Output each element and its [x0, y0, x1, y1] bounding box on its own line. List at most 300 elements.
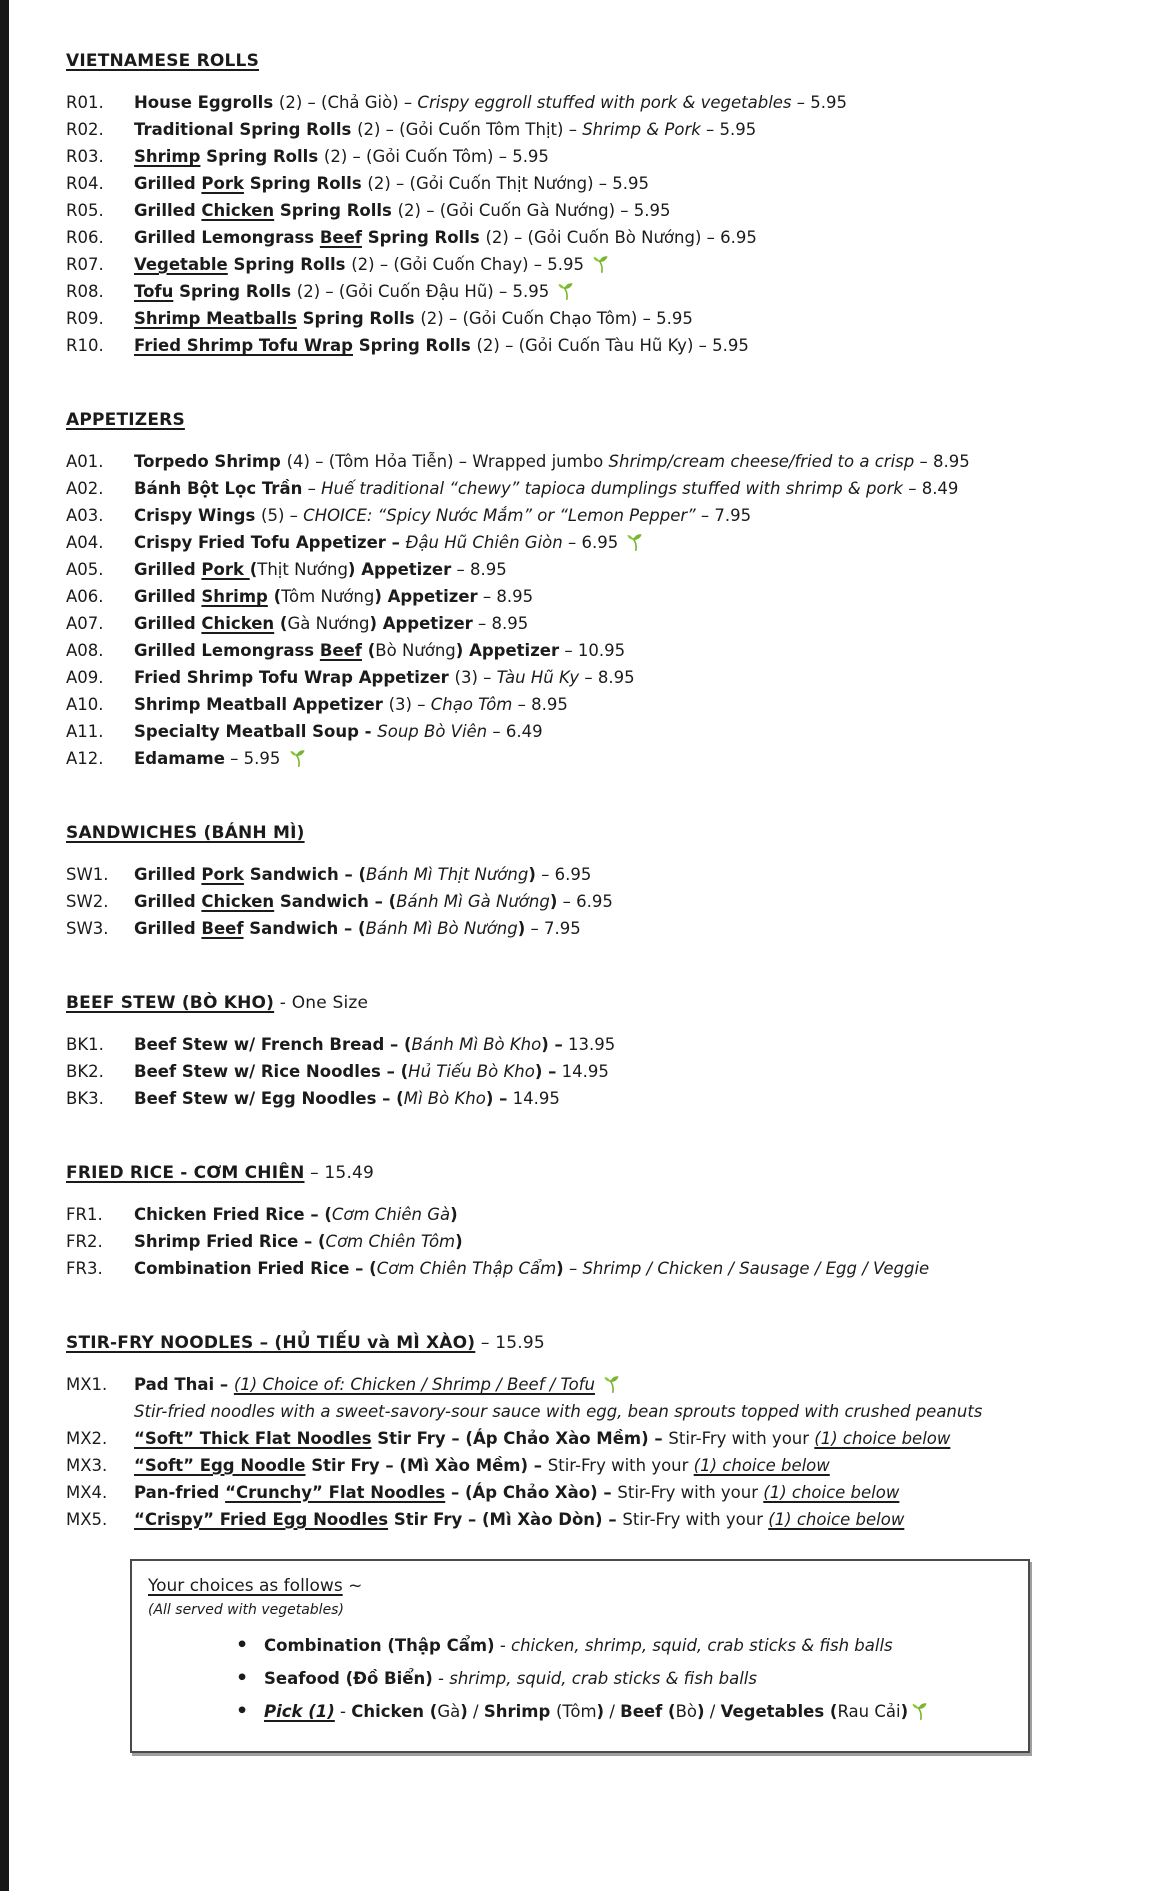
- text-run: (5) –: [261, 506, 304, 525]
- text-run: -: [334, 1702, 352, 1721]
- text-run: Spring Rolls: [353, 336, 477, 355]
- text-run: Bánh Bột Lọc Trần: [134, 479, 303, 498]
- item-code: MX2.: [66, 1429, 108, 1448]
- text-run: 14.95: [556, 1062, 609, 1081]
- item-text: [134, 1085, 1132, 1112]
- text-run: “Soft” Egg Noodle: [134, 1456, 306, 1475]
- text-run: /: [467, 1702, 484, 1721]
- menu-item: [66, 448, 1132, 475]
- item-text: [134, 529, 1132, 556]
- item-code: A03.: [66, 506, 104, 525]
- item-text: [134, 637, 1132, 664]
- text-run: (2) – (Gỏi Cuốn Tôm Thịt) –: [357, 120, 583, 139]
- menu-item: [66, 251, 1132, 278]
- text-run: (Tôm: [556, 1702, 597, 1721]
- text-run: STIR-FRY NOODLES – (HỦ TIẾU và MÌ XÀO): [66, 1333, 476, 1353]
- text-run: ~: [342, 1576, 363, 1596]
- menu-item: [66, 502, 1132, 529]
- text-run: /: [604, 1702, 621, 1721]
- text-run: SANDWICHES (BÁNH MÌ): [66, 823, 305, 843]
- menu-item: [66, 915, 1132, 942]
- text-run: APPETIZERS: [66, 410, 185, 430]
- text-run: “Soft” Thick Flat Noodles: [134, 1429, 372, 1448]
- item-code: R04.: [66, 174, 104, 193]
- item-text: [134, 251, 1132, 278]
- text-run: (2) – (Gỏi Cuốn Chạo Tôm) – 5.95: [420, 309, 693, 328]
- menu-item: [66, 1201, 1132, 1228]
- text-run: Tàu Hũ Ky: [496, 668, 580, 687]
- text-run: 14.95: [507, 1089, 560, 1108]
- text-run: Shrimp Meatballs: [134, 309, 297, 328]
- text-run: Sandwich – (: [274, 892, 397, 911]
- text-run: /: [704, 1702, 721, 1721]
- menu-item: [66, 224, 1132, 251]
- text-run: Pick (1): [264, 1702, 335, 1721]
- text-run: Crispy Fried Tofu Appetizer –: [134, 533, 406, 552]
- item-text: [134, 1479, 1132, 1506]
- text-run: -: [494, 1636, 512, 1655]
- menu-item: [66, 691, 1132, 718]
- text-run: “Crunchy” Flat Noodles: [225, 1483, 446, 1502]
- text-run: Crispy Wings: [134, 506, 262, 525]
- text-run: ): [455, 1232, 463, 1251]
- section-heading: [66, 48, 1132, 75]
- item-code: SW1.: [66, 865, 109, 884]
- item-code: [66, 1398, 134, 1425]
- text-run: Grilled: [134, 919, 202, 938]
- text-run: – 5.95: [700, 120, 757, 139]
- text-run: Pork: [201, 865, 244, 884]
- item-code: R03.: [66, 147, 104, 166]
- menu-item: [66, 278, 1132, 305]
- text-run: ) –: [541, 1035, 563, 1054]
- text-run: – 8.95: [914, 452, 970, 471]
- text-run: Beef: [201, 919, 244, 938]
- text-run: – 8.95: [579, 668, 635, 687]
- choice-item: [148, 1665, 1010, 1692]
- text-run: Sandwich – (: [243, 865, 366, 884]
- menu-item: [66, 89, 1132, 116]
- text-run: Shrimp & Pork: [582, 120, 701, 139]
- item-code: FR3.: [66, 1259, 103, 1278]
- text-run: Spring Rolls: [243, 174, 368, 193]
- menu-section-fried-rice: [66, 1160, 1132, 1282]
- text-run: (2) – (Gỏi Cuốn Tàu Hũ Ky) – 5.95: [476, 336, 749, 355]
- menu-item: [66, 1479, 1132, 1506]
- text-run: Hủ Tiếu Bò Kho: [408, 1062, 535, 1081]
- text-run: ): [460, 1702, 468, 1721]
- item-text: [134, 1031, 1132, 1058]
- text-run: Pork: [201, 174, 244, 193]
- text-run: – 10.95: [559, 641, 626, 660]
- section-heading: [66, 990, 1132, 1017]
- menu-item: [66, 170, 1132, 197]
- text-run: – 7.95: [695, 506, 752, 525]
- item-code: A05.: [66, 560, 104, 579]
- text-run: Pad Thai –: [134, 1375, 234, 1394]
- text-run: Shrimp: [483, 1702, 556, 1721]
- text-run: - One Size: [274, 993, 369, 1013]
- menu-item: [66, 1031, 1132, 1058]
- text-run: Cơm Chiên Tôm: [325, 1232, 456, 1251]
- text-run: (1) Choice of: Chicken / Shrimp / Beef / Tofu: [233, 1375, 595, 1394]
- text-run: (1) choice below: [763, 1483, 900, 1502]
- item-code: R07.: [66, 255, 104, 274]
- text-run: Stir-Fry with your: [668, 1429, 815, 1448]
- text-run: Grilled: [134, 614, 202, 633]
- item-code: FR1.: [66, 1205, 103, 1224]
- text-run: Shrimp/cream cheese/fried to a crisp: [608, 452, 915, 471]
- text-run: Rau Cải: [837, 1702, 901, 1721]
- vegetarian-sprout-icon: [912, 1701, 931, 1718]
- text-run: ): [900, 1702, 909, 1721]
- text-run: ) Appetizer: [455, 641, 560, 660]
- text-run: Tofu: [134, 282, 174, 301]
- text-run: (: [361, 641, 376, 660]
- menu-item: [66, 888, 1132, 915]
- text-run: (1) choice below: [693, 1456, 830, 1475]
- text-run: (2) – (Gỏi Cuốn Gà Nướng) – 5.95: [397, 201, 671, 220]
- text-run: Stir Fry – (Áp Chảo Xào Mềm) –: [371, 1429, 669, 1448]
- menu-item: [66, 1506, 1132, 1533]
- item-text: [134, 332, 1132, 359]
- menu-item: [66, 861, 1132, 888]
- text-run: ): [556, 1259, 564, 1278]
- text-run: –: [563, 1259, 583, 1278]
- vegetarian-sprout-icon: [593, 254, 612, 271]
- item-code: A07.: [66, 614, 104, 633]
- text-run: ): [596, 1702, 605, 1721]
- text-run: Seafood (Đồ Biển): [264, 1669, 433, 1688]
- text-run: Bò Nướng: [375, 641, 456, 660]
- text-run: Tôm Nướng: [281, 587, 375, 606]
- item-text: [134, 116, 1132, 143]
- item-code: A10.: [66, 695, 104, 714]
- menu-item: [66, 1058, 1132, 1085]
- item-code: BK3.: [66, 1089, 104, 1108]
- text-run: – 8.95: [472, 614, 529, 633]
- text-run: ) –: [485, 1089, 508, 1108]
- item-code: MX1.: [66, 1375, 108, 1394]
- text-run: Stir-fried noodles with a sweet-savory-sour sauce with egg, bean sprouts topped with crushed peanuts: [134, 1402, 983, 1421]
- text-run: – (Áp Chảo Xào) –: [445, 1483, 618, 1502]
- text-run: (1) choice below: [814, 1429, 951, 1448]
- text-run: – 15.95: [475, 1333, 545, 1353]
- text-run: (2) – (Gỏi Cuốn Chay) – 5.95: [351, 255, 590, 274]
- item-text: [134, 718, 1132, 745]
- text-run: Beef: [319, 641, 362, 660]
- item-text: [134, 1425, 1132, 1452]
- menu-item: [66, 475, 1132, 502]
- item-text: [134, 583, 1132, 610]
- text-run: Stir Fry – (Mì Xào Mềm) –: [305, 1456, 548, 1475]
- text-run: (1) choice below: [768, 1510, 905, 1529]
- section-heading: [66, 1330, 1132, 1357]
- text-run: ) Appetizer: [369, 614, 473, 633]
- item-text: [134, 915, 1132, 942]
- text-run: ): [450, 1205, 458, 1224]
- text-run: Spring Rolls: [227, 255, 352, 274]
- item-code: R10.: [66, 336, 104, 355]
- text-run: -: [432, 1669, 450, 1688]
- item-code: R05.: [66, 201, 104, 220]
- text-run: – 8.49: [902, 479, 959, 498]
- text-run: (: [274, 614, 288, 633]
- item-code: R02.: [66, 120, 104, 139]
- text-run: Chicken: [201, 892, 275, 911]
- item-text: [134, 556, 1132, 583]
- vegetarian-sprout-icon: [290, 748, 309, 765]
- menu-item: [66, 1398, 1132, 1425]
- text-run: shrimp, squid, crab sticks & fish balls: [449, 1669, 757, 1688]
- text-run: Bánh Mì Thịt Nướng: [365, 865, 529, 884]
- text-run: Pan-fried: [134, 1483, 226, 1502]
- text-run: Crispy eggroll stuffed with pork & vegetables: [417, 93, 792, 112]
- item-code: MX4.: [66, 1483, 108, 1502]
- text-run: Grilled: [134, 201, 202, 220]
- item-text: [134, 1058, 1132, 1085]
- section-heading: [66, 820, 1132, 847]
- text-run: 13.95: [562, 1035, 616, 1054]
- text-run: Cơm Chiên Gà: [331, 1205, 451, 1224]
- item-code: A01.: [66, 452, 104, 471]
- text-run: Shrimp / Chicken / Sausage / Egg / Veggie: [582, 1259, 930, 1278]
- text-run: Gà Nướng: [287, 614, 370, 633]
- text-run: Fried Shrimp Tofu Wrap: [134, 336, 353, 355]
- menu-section-vietnamese-rolls: [66, 48, 1132, 359]
- menu-item: [66, 745, 1132, 772]
- item-text: [134, 1371, 1132, 1398]
- text-run: Shrimp Meatball Appetizer: [134, 695, 389, 714]
- text-run: – 6.95: [562, 533, 624, 552]
- text-run: Spring Rolls: [296, 309, 421, 328]
- text-run: FRIED RICE - CƠM CHIÊN: [66, 1163, 305, 1183]
- text-run: Vegetables (: [720, 1702, 838, 1721]
- text-run: Bò: [675, 1702, 697, 1721]
- text-run: Beef Stew w/ French Bread – (: [134, 1035, 412, 1054]
- text-run: – 6.49: [487, 722, 543, 741]
- menu-section-stir-fry-noodles: [66, 1330, 1132, 1533]
- item-code: MX5.: [66, 1510, 108, 1529]
- text-run: Chicken: [201, 614, 275, 633]
- text-run: Combination Fried Rice – (: [134, 1259, 377, 1278]
- item-text: [134, 448, 1132, 475]
- text-run: – 6.95: [557, 892, 613, 911]
- text-run: Torpedo Shrimp: [134, 452, 287, 471]
- text-run: Chạo Tôm: [430, 695, 513, 714]
- item-text: [134, 1228, 1132, 1255]
- menu-item: [66, 1255, 1132, 1282]
- text-run: ) Appetizer: [347, 560, 452, 579]
- item-text: [134, 170, 1132, 197]
- vegetarian-sprout-icon: [627, 532, 646, 549]
- item-code: R01.: [66, 93, 104, 112]
- text-run: Gà: [437, 1702, 461, 1721]
- text-run: (4) – (Tôm Hỏa Tiễn) – Wrapped jumbo: [286, 452, 609, 471]
- choices-box: [130, 1559, 1030, 1753]
- text-run: Beef Stew w/ Egg Noodles – (: [134, 1089, 404, 1108]
- item-text: [134, 89, 1132, 116]
- text-run: ) –: [534, 1062, 557, 1081]
- item-code: BK1.: [66, 1035, 104, 1054]
- menu-item: [66, 1371, 1132, 1398]
- text-run: Specialty Meatball Soup -: [134, 722, 378, 741]
- item-text: [134, 610, 1132, 637]
- menu-item: [66, 1085, 1132, 1112]
- text-run: House Eggrolls: [134, 93, 279, 112]
- menu-item: [66, 529, 1132, 556]
- menu-item: [66, 637, 1132, 664]
- menu-item: [66, 556, 1132, 583]
- text-run: Chicken: [201, 201, 275, 220]
- section-heading: [66, 1160, 1132, 1187]
- text-run: Soup Bò Viên: [377, 722, 488, 741]
- text-run: – 7.95: [525, 919, 581, 938]
- item-code: A09.: [66, 668, 104, 687]
- text-run: Huế traditional “chewy” tapioca dumplings stuffed with shrimp & pork: [321, 479, 903, 498]
- vegetarian-sprout-icon: [558, 281, 577, 298]
- item-text: [134, 197, 1132, 224]
- item-text: [134, 691, 1132, 718]
- text-run: (2) – (Gỏi Cuốn Tôm) – 5.95: [323, 147, 549, 166]
- item-code: A04.: [66, 533, 104, 552]
- text-run: Mì Bò Kho: [403, 1089, 486, 1108]
- text-run: Combination (Thập Cẩm): [264, 1636, 495, 1655]
- item-text: [134, 224, 1132, 251]
- menu-item: [66, 1452, 1132, 1479]
- text-run: Pork: [201, 560, 250, 579]
- text-run: (2) – (Gỏi Cuốn Bò Nướng) – 6.95: [485, 228, 757, 247]
- text-run: Grilled Lemongrass: [134, 228, 320, 247]
- text-run: – 5.95: [224, 749, 286, 768]
- text-run: – 8.95: [451, 560, 507, 579]
- text-run: Vegetable: [134, 255, 228, 274]
- text-run: Chicken (: [351, 1702, 438, 1721]
- text-run: ): [696, 1702, 705, 1721]
- text-run: Beef Stew w/ Rice Noodles – (: [134, 1062, 409, 1081]
- choices-box-subtitle: [148, 1600, 1010, 1620]
- text-run: chicken, shrimp, squid, crab sticks & fish balls: [511, 1636, 893, 1655]
- text-run: (2) – (Gỏi Cuốn Thịt Nướng) – 5.95: [367, 174, 650, 193]
- left-edge-bar: [0, 0, 9, 1891]
- text-run: Spring Rolls: [200, 147, 324, 166]
- item-text: [134, 745, 1132, 772]
- text-run: (: [267, 587, 282, 606]
- choice-item: [148, 1698, 1010, 1725]
- choice-item: [148, 1632, 1010, 1659]
- item-text: [134, 1452, 1132, 1479]
- item-code: R06.: [66, 228, 104, 247]
- menu-item: [66, 143, 1132, 170]
- text-run: Edamame: [134, 749, 225, 768]
- text-run: Grilled Lemongrass: [134, 641, 320, 660]
- item-code: A06.: [66, 587, 104, 606]
- menu-item: [66, 664, 1132, 691]
- menu-sections: [66, 48, 1132, 1533]
- text-run: Stir-Fry with your: [547, 1456, 694, 1475]
- menu-item: [66, 1228, 1132, 1255]
- item-code: A02.: [66, 479, 104, 498]
- text-run: Stir Fry – (Mì Xào Dòn) –: [388, 1510, 623, 1529]
- item-code: A11.: [66, 722, 104, 741]
- item-text: [134, 143, 1132, 170]
- text-run: Your choices as follows: [148, 1576, 343, 1596]
- item-text: [134, 278, 1132, 305]
- text-run: Đậu Hũ Chiên Giòn: [405, 533, 563, 552]
- text-run: –: [302, 479, 322, 498]
- item-text: [134, 1255, 1132, 1282]
- text-run: Stir-Fry with your: [622, 1510, 769, 1529]
- item-text: [134, 861, 1132, 888]
- text-run: Traditional Spring Rolls: [134, 120, 358, 139]
- menu-item: [66, 332, 1132, 359]
- text-run: Shrimp: [134, 147, 201, 166]
- text-run: – 15.49: [304, 1163, 375, 1183]
- text-run: Fried Shrimp Tofu Wrap Appetizer: [134, 668, 455, 687]
- text-run: Sandwich – (: [243, 919, 366, 938]
- text-run: VIETNAMESE ROLLS: [66, 51, 260, 71]
- text-run: (3) –: [454, 668, 497, 687]
- text-run: Thịt Nướng: [257, 560, 348, 579]
- text-run: Grilled: [134, 865, 202, 884]
- text-run: Bánh Mì Bò Kho: [411, 1035, 542, 1054]
- section-heading: [66, 407, 1132, 434]
- choices-box-title: [148, 1573, 1010, 1600]
- item-code: R09.: [66, 309, 104, 328]
- menu-item: [66, 610, 1132, 637]
- item-code: SW3.: [66, 919, 109, 938]
- text-run: BEEF STEW (BÒ KHO): [66, 993, 275, 1013]
- text-run: ): [517, 919, 526, 938]
- item-text: [134, 888, 1132, 915]
- text-run: Grilled: [134, 174, 202, 193]
- text-run: “Crispy” Fried Egg Noodles: [134, 1510, 389, 1529]
- menu-item: [66, 583, 1132, 610]
- menu-section-appetizers: [66, 407, 1132, 772]
- text-run: Stir-Fry with your: [617, 1483, 764, 1502]
- menu-item: [66, 116, 1132, 143]
- text-run: Grilled: [134, 560, 202, 579]
- text-run: Grilled: [134, 892, 202, 911]
- text-run: ) Appetizer: [374, 587, 478, 606]
- item-text: [134, 1201, 1132, 1228]
- item-text: [134, 1398, 1132, 1425]
- menu-section-beef-stew: [66, 990, 1132, 1112]
- item-text: [134, 1506, 1132, 1533]
- text-run: – 6.95: [535, 865, 592, 884]
- text-run: [595, 1375, 600, 1394]
- text-run: Spring Rolls: [274, 201, 398, 220]
- text-run: ): [528, 865, 536, 884]
- menu-item: [66, 305, 1132, 332]
- item-code: MX3.: [66, 1456, 108, 1475]
- menu-section-sandwiches: [66, 820, 1132, 942]
- item-text: [134, 305, 1132, 332]
- menu-item: [66, 197, 1132, 224]
- text-run: Bánh Mì Bò Nướng: [365, 919, 518, 938]
- text-run: (2) – (Chả Giò) –: [278, 93, 418, 112]
- text-run: Shrimp: [201, 587, 268, 606]
- text-run: (3) –: [388, 695, 431, 714]
- text-run: (: [249, 560, 258, 579]
- text-run: Spring Rolls: [173, 282, 297, 301]
- text-run: Grilled: [134, 587, 202, 606]
- text-run: (2) – (Gỏi Cuốn Đậu Hũ) – 5.95: [296, 282, 555, 301]
- vegetarian-sprout-icon: [604, 1374, 623, 1391]
- text-run: Spring Rolls: [361, 228, 486, 247]
- choices-list: [148, 1632, 1010, 1725]
- menu-item: [66, 718, 1132, 745]
